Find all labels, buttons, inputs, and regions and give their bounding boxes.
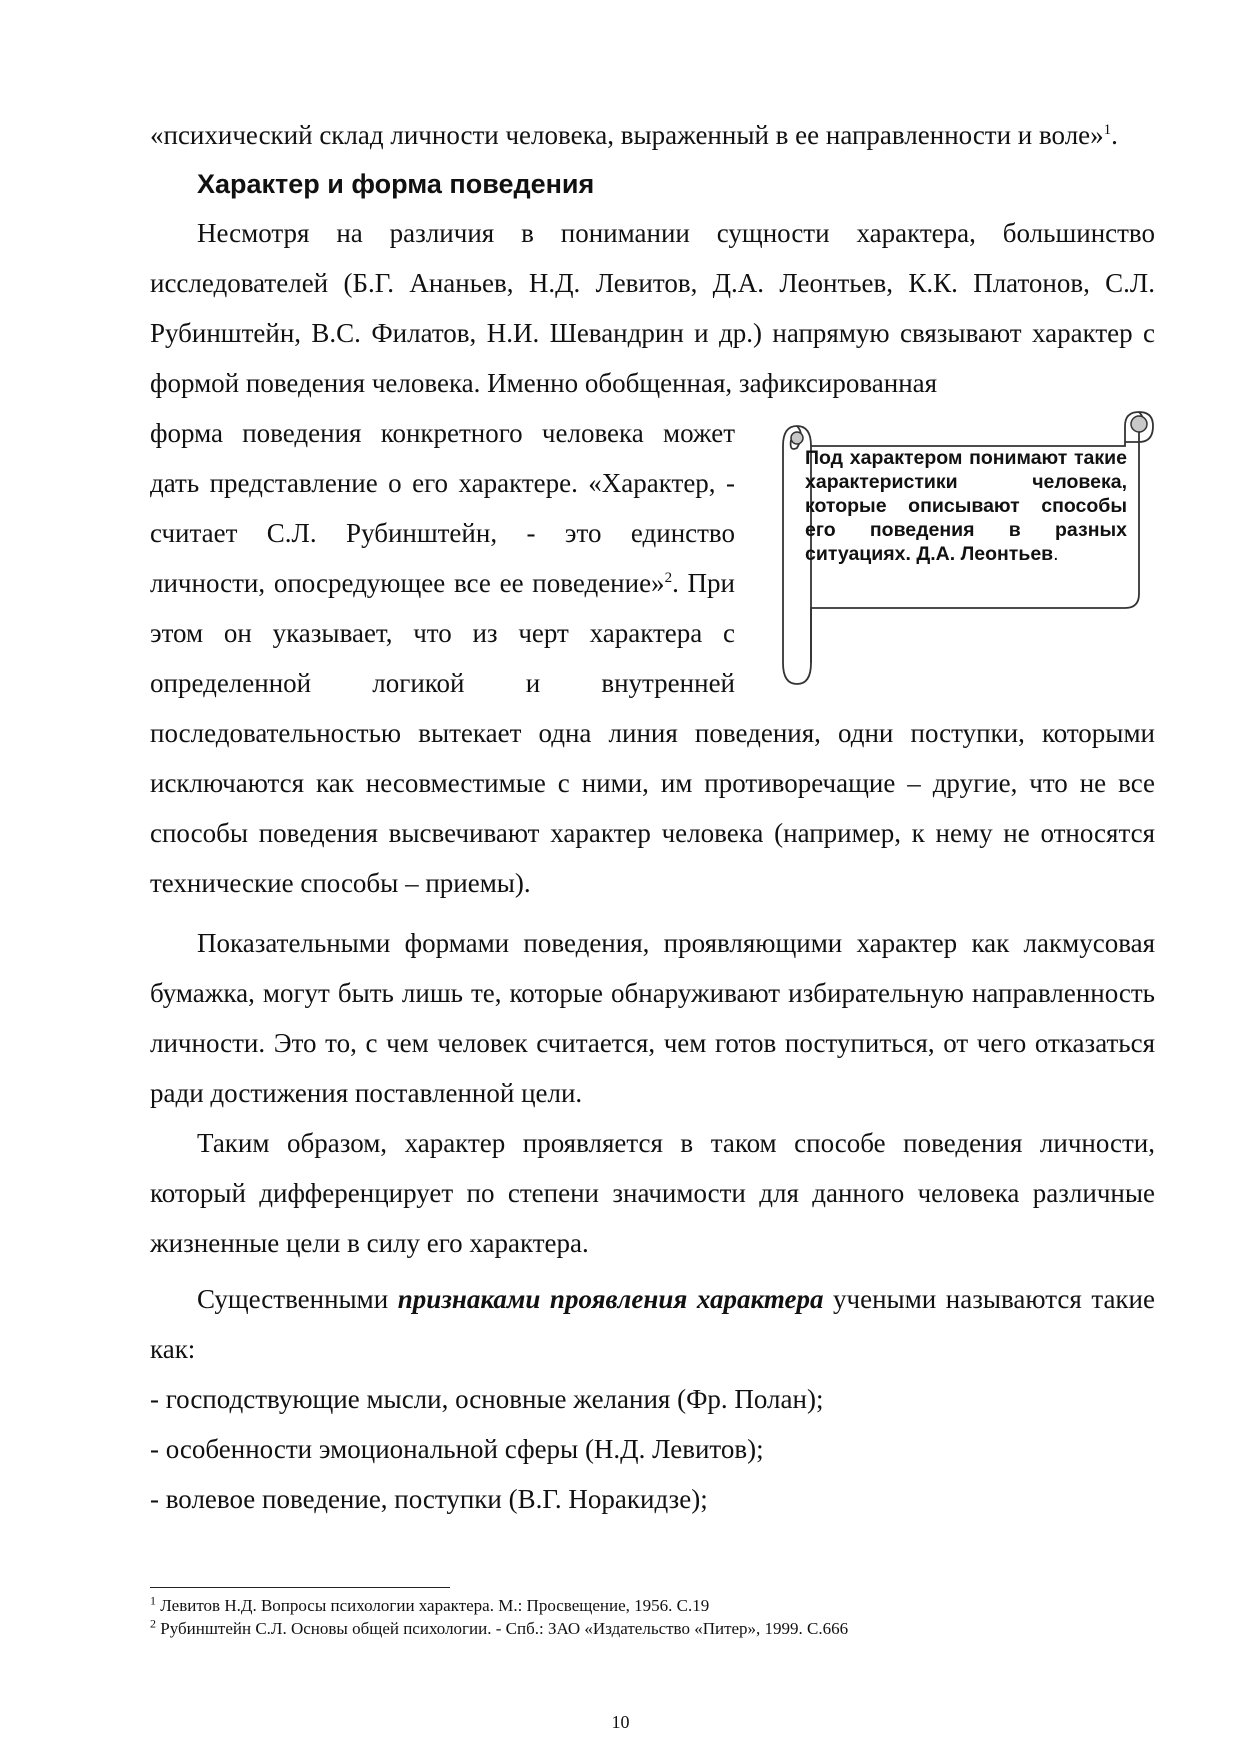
- footnotes: [150, 1587, 1150, 1640]
- footnote-1: $^1$ Левитов Н.Д. Вопросы психологии характера. М.: Просвещение, 1956. С.19: [150, 1593, 710, 1615]
- list-item: - волевое поведение, поступки (В.Г. Норакидзе);: [150, 1484, 708, 1514]
- paragraph-1: Несмотря на различия в понимании сущности характера, большинство исследователей (Б.Г. Ананьев, Н.Д. Левитов, Д.А. Леонтьев, К.К. Платонов, С.Л. Рубинштейн, В.С. Филатов, Н.И. Шевандрин и др.) напрямую связывают характер с формой поведения человека. Именно обобщенная, зафиксированная: [150, 218, 1155, 398]
- footnote-ref-2[interactable]: 2: [664, 570, 673, 586]
- footnote-2: $^2$ Рубинштейн С.Л. Основы общей психологии. - Спб.: ЗАО «Издательство «Питер», 1999. С.666: [150, 1616, 849, 1638]
- intro-paragraph: «психический склад личности человека, выраженный в ее направленности и воле»$^1$.: [150, 120, 1118, 150]
- page-body: [150, 110, 1155, 1524]
- scroll-callout: [755, 408, 1155, 688]
- page-number: 10: [611, 1712, 630, 1732]
- paragraph-3: Показательными формами поведения, проявляющими характер как лакмусовая бумажка, могут быть лишь те, которые обнаруживают избирательную направленность личности. Это то, с чем человек считается, чем готов поступиться, от чего отказаться ради достижения поставленной цели.: [150, 928, 1155, 1108]
- paragraph-4: Таким образом, характер проявляется в таком способе поведения личности, который дифференцирует по степени значимости для данного человека различные жизненные цели в силу его характера.: [150, 1128, 1155, 1258]
- list-item: - господствующие мысли, основные желания (Фр. Полан);: [150, 1384, 824, 1414]
- footnote-ref-1[interactable]: 1: [1103, 122, 1112, 138]
- callout-text: Под характером понимают такие характеристики человека, которые описывают способы его поведения в разных ситуациях. Д.А. Леонтьев.: [805, 447, 1127, 565]
- paragraph-2: форма поведения конкретного человека может дать представление о его характере. «Характер, - считает С.Л. Рубинштейн, - это единство личности, опосредующее все ее поведение»$^2$. При этом он указывает, что из черт характера с определенной логикой и внутренней последовательностью вытекает одна линия поведения, одни поступки, которыми исключаются как несовместимые с ними, им противоречащие – другие, что не все способы поведения высвечивают характер человека (например, к нему не относятся технические способы – приемы).: [150, 418, 1155, 898]
- section-heading: Характер и форма поведения: [197, 169, 595, 199]
- list-item: - особенности эмоциональной сферы (Н.Д. Левитов);: [150, 1434, 764, 1464]
- footnote-divider: [150, 1587, 450, 1588]
- emphasis-text: признаками проявления характера: [397, 1284, 824, 1314]
- callout-author: Д.А. Леонтьев: [916, 543, 1054, 565]
- paragraph-5: Существенными признаками проявления характера учеными называются такие как:: [150, 1284, 1155, 1364]
